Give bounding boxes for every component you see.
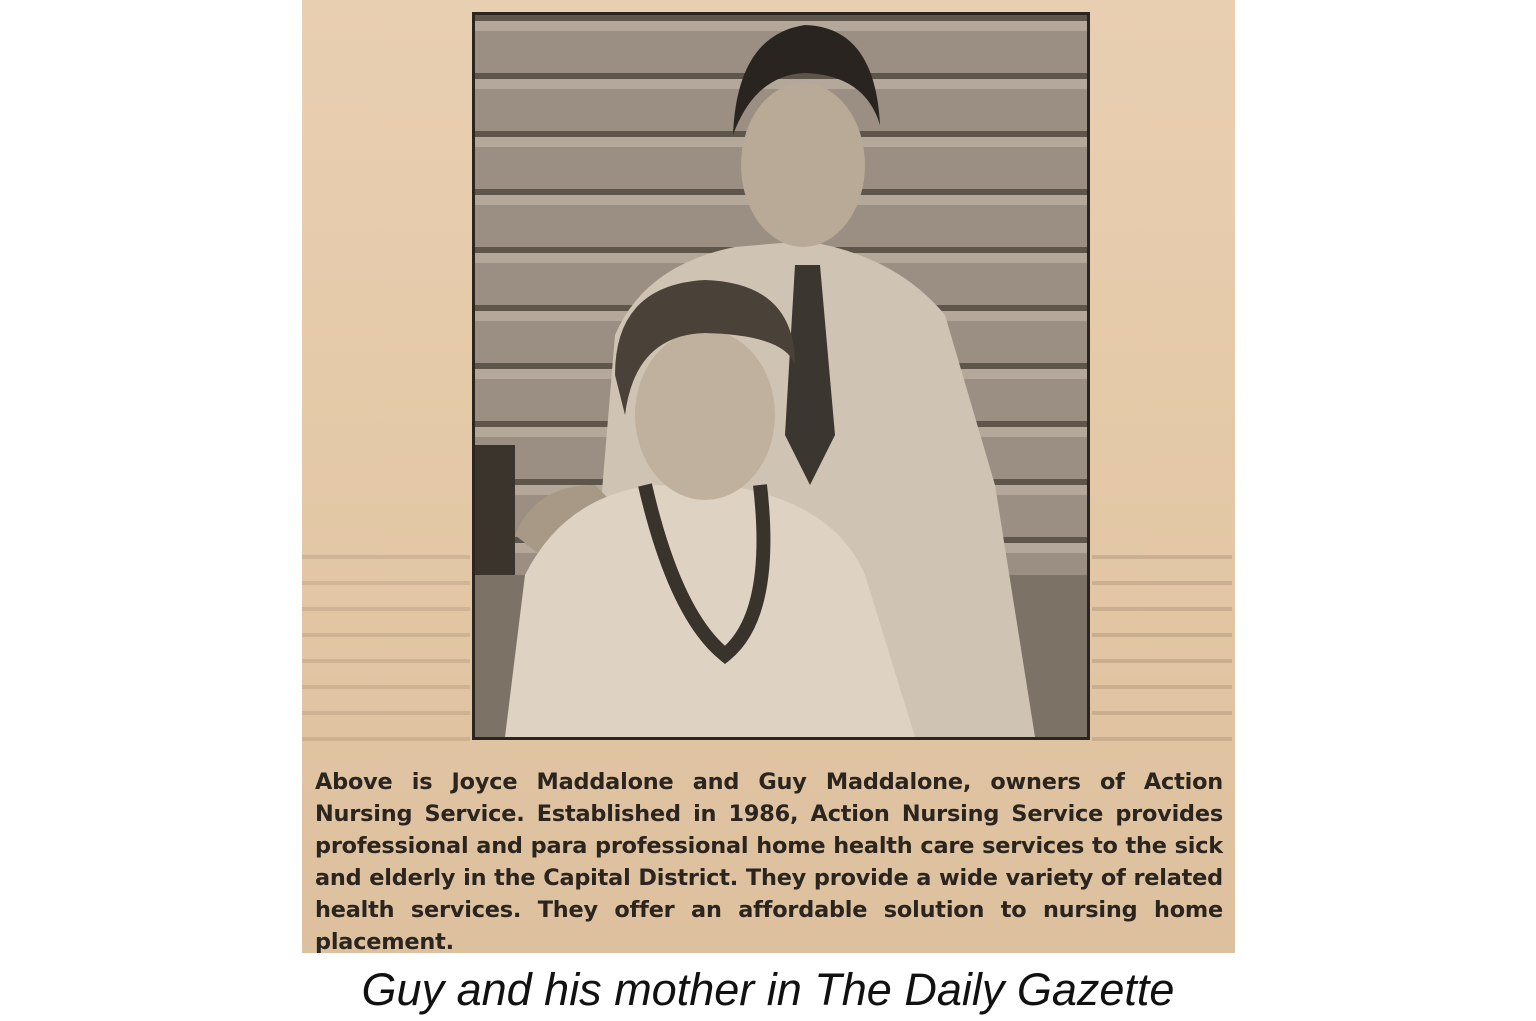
newspaper-photo [472,12,1090,740]
woman-face [635,330,775,500]
bleed-through-text-right [1092,555,1232,755]
window-dark [475,445,515,595]
page-caption: Guy and his mother in The Daily Gazette [361,964,1175,1015]
newspaper-clipping [302,0,1235,953]
clipping-caption: Above is Joyce Maddalone and Guy Maddalone, owners of Action Nursing Service. Established in 1986, Action Nursing Service provides professional and para professional home health care services to the sick and elderly in the Capital District. They provide a wide variety of related health services. They offer an affordable solution to nursing home placement. [315,769,1223,953]
bleed-through-text-left [302,555,470,755]
photo-illustration [475,15,1087,737]
man-face [741,83,865,247]
